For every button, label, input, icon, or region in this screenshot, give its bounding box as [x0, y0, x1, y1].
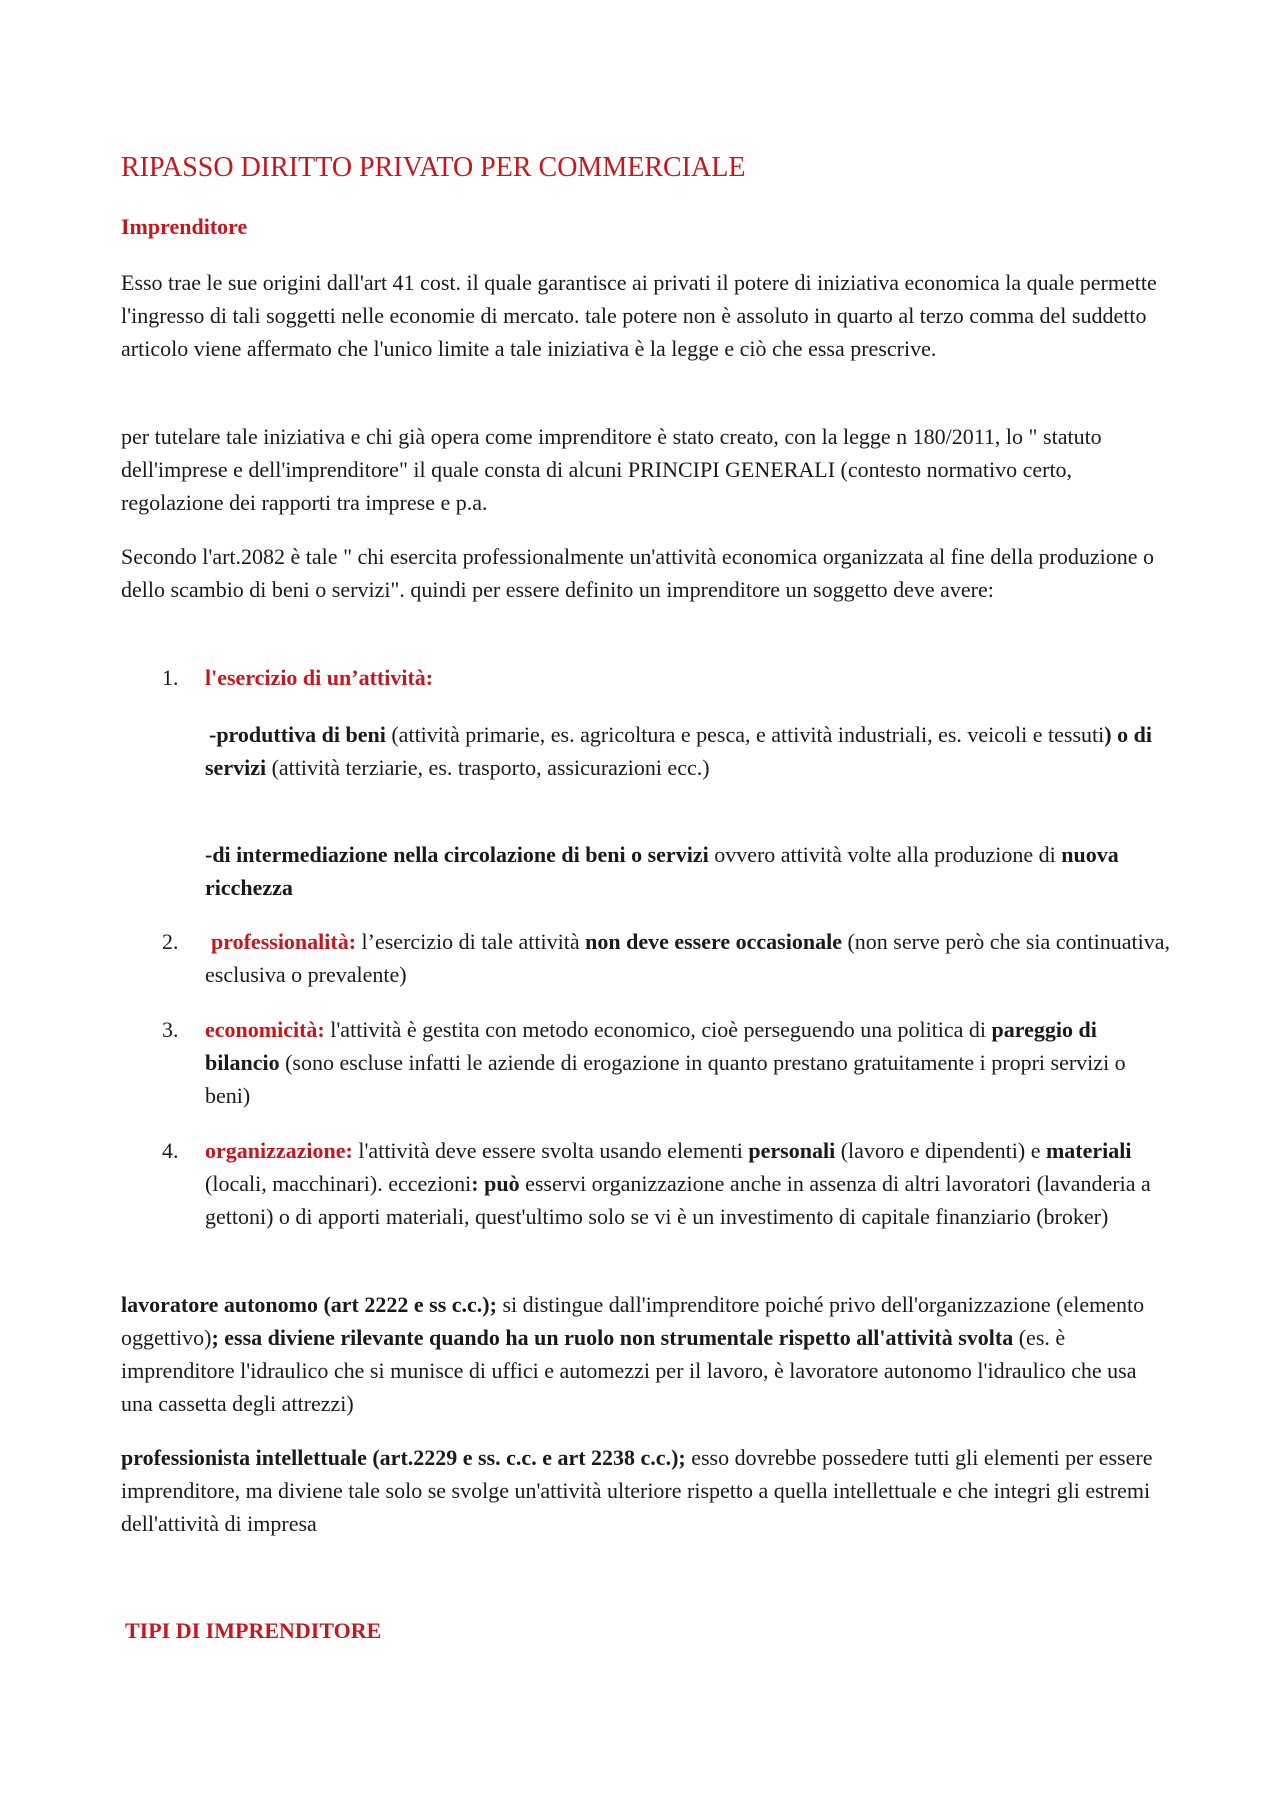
list-subitem-intermediazione: -di intermediazione nella circolazione di beni o servizi ovvero attività volte alla produzione di nuova ricchezza [205, 842, 1119, 900]
section-heading-tipi: TIPI DI IMPRENDITORE [125, 1618, 382, 1643]
bold-text: -di intermediazione nella circolazione di beni o servizi [205, 842, 709, 867]
paragraph-professionista-intellettuale: professionista intellettuale (art.2229 e ss. c.c. e art 2238 c.c.); esso dovrebbe possedere tutti gli elementi per essere imprenditore, ma diviene tale solo se svolge un'attività ulteriore rispetto a quella intellettuale e che integri gli estremi dell'attività di impresa [121, 1445, 1153, 1536]
bold-text: nuova ricchezza [205, 842, 1119, 900]
list-item-label: professionalità: [211, 929, 357, 954]
paragraph-lavoratore-autonomo: lavoratore autonomo (art 2222 e ss c.c.); si distingue dall'imprenditore poiché privo dell'organizzazione (elemento oggettivo); essa diviene rilevante quando ha un ruolo non strumentale rispetto all'attività svolta (es. è imprenditore l'idraulico che si munisce di uffici e automezzi per il lavoro, è lavoratore autonomo l'idraulico che usa una cassetta degli attrezzi) [121, 1292, 1145, 1416]
list-item-professionalita: professionalità: l’esercizio di tale attività non deve essere occasionale (non serve però che sia continuativa, esclusiva o prevalente) [205, 929, 1171, 987]
list-number-4: 4. [162, 1138, 179, 1163]
list-item-organizzazione: organizzazione: l'attività deve essere svolta usando elementi personali (lavoro e dipendenti) e materiali (locali, macchinari). eccezioni: può esservi organizzazione anche in assenza di altri lavoratori (lavanderia a gettoni) o di apporti materiali, quest'ultimo solo se vi è un investimento di capitale finanziario (broker) [205, 1138, 1151, 1229]
list-item-label: l'esercizio di un’attività: [205, 665, 434, 690]
section-heading-imprenditore: Imprenditore [121, 214, 248, 239]
list-item-label: economicità: [205, 1017, 325, 1042]
list-number-2: 2. [162, 929, 179, 954]
list-item-esercizio [205, 661, 1175, 694]
bold-text: -produttiva di beni [209, 722, 386, 747]
bold-text: ; essa diviene rilevante quando ha un ruolo non strumentale rispetto all'attività svolta [211, 1325, 1014, 1350]
bold-text: personali [748, 1138, 836, 1163]
bold-text: : può [471, 1171, 520, 1196]
paragraph-origini: Esso trae le sue origini dall'art 41 cost. il quale garantisce ai privati il potere di iniziativa economica la quale permette l'ingresso di tali soggetti nelle economie di mercato. tale potere non è assoluto in quarto al terzo comma del suddetto articolo viene affermato che l'unico limite a tale iniziativa è la legge e ciò che essa prescrive. [121, 270, 1157, 361]
bold-text: non deve essere occasionale [585, 929, 842, 954]
bold-text: pareggio di bilancio [205, 1017, 1097, 1075]
document-title: RIPASSO DIRITTO PRIVATO PER COMMERCIALE [121, 152, 746, 183]
bold-text: materiali [1045, 1138, 1132, 1163]
bold-text: professionista intellettuale (art.2229 e ss. c.c. e art 2238 c.c.); [121, 1445, 686, 1470]
list-subitem-produttiva: -produttiva di beni (attività primarie, es. agricoltura e pesca, e attività industriali, es. veicoli e tessuti) o di servizi (attività terziarie, es. trasporto, assicurazioni ecc.) [205, 722, 1152, 780]
bold-text: lavoratore autonomo (art 2222 e ss c.c.); [121, 1292, 497, 1317]
paragraph-statuto: per tutelare tale iniziativa e chi già opera come imprenditore è stato creato, con la legge n 180/2011, lo " statuto dell'imprese e dell'imprenditore" il quale consta di alcuni PRINCIPI GENERALI (contesto normativo certo, regolazione dei rapporti tra imprese e p.a. [121, 424, 1102, 515]
paragraph-art2082: Secondo l'art.2082 è tale " chi esercita professionalmente un'attività economica organizzata al fine della produzione o dello scambio di beni o servizi". quindi per essere definito un imprenditore un soggetto deve avere: [121, 544, 1154, 602]
list-number-3: 3. [162, 1017, 179, 1042]
list-number-1: 1. [162, 665, 179, 690]
list-item-label: organizzazione: [205, 1138, 353, 1163]
list-item-economicita: economicità: l'attività è gestita con metodo economico, cioè perseguendo una politica di pareggio di bilancio (sono escluse infatti le aziende di erogazione in quanto prestano gratuitamente i propri servizi o beni) [205, 1017, 1126, 1108]
bold-text: ) o di servizi [205, 722, 1152, 780]
